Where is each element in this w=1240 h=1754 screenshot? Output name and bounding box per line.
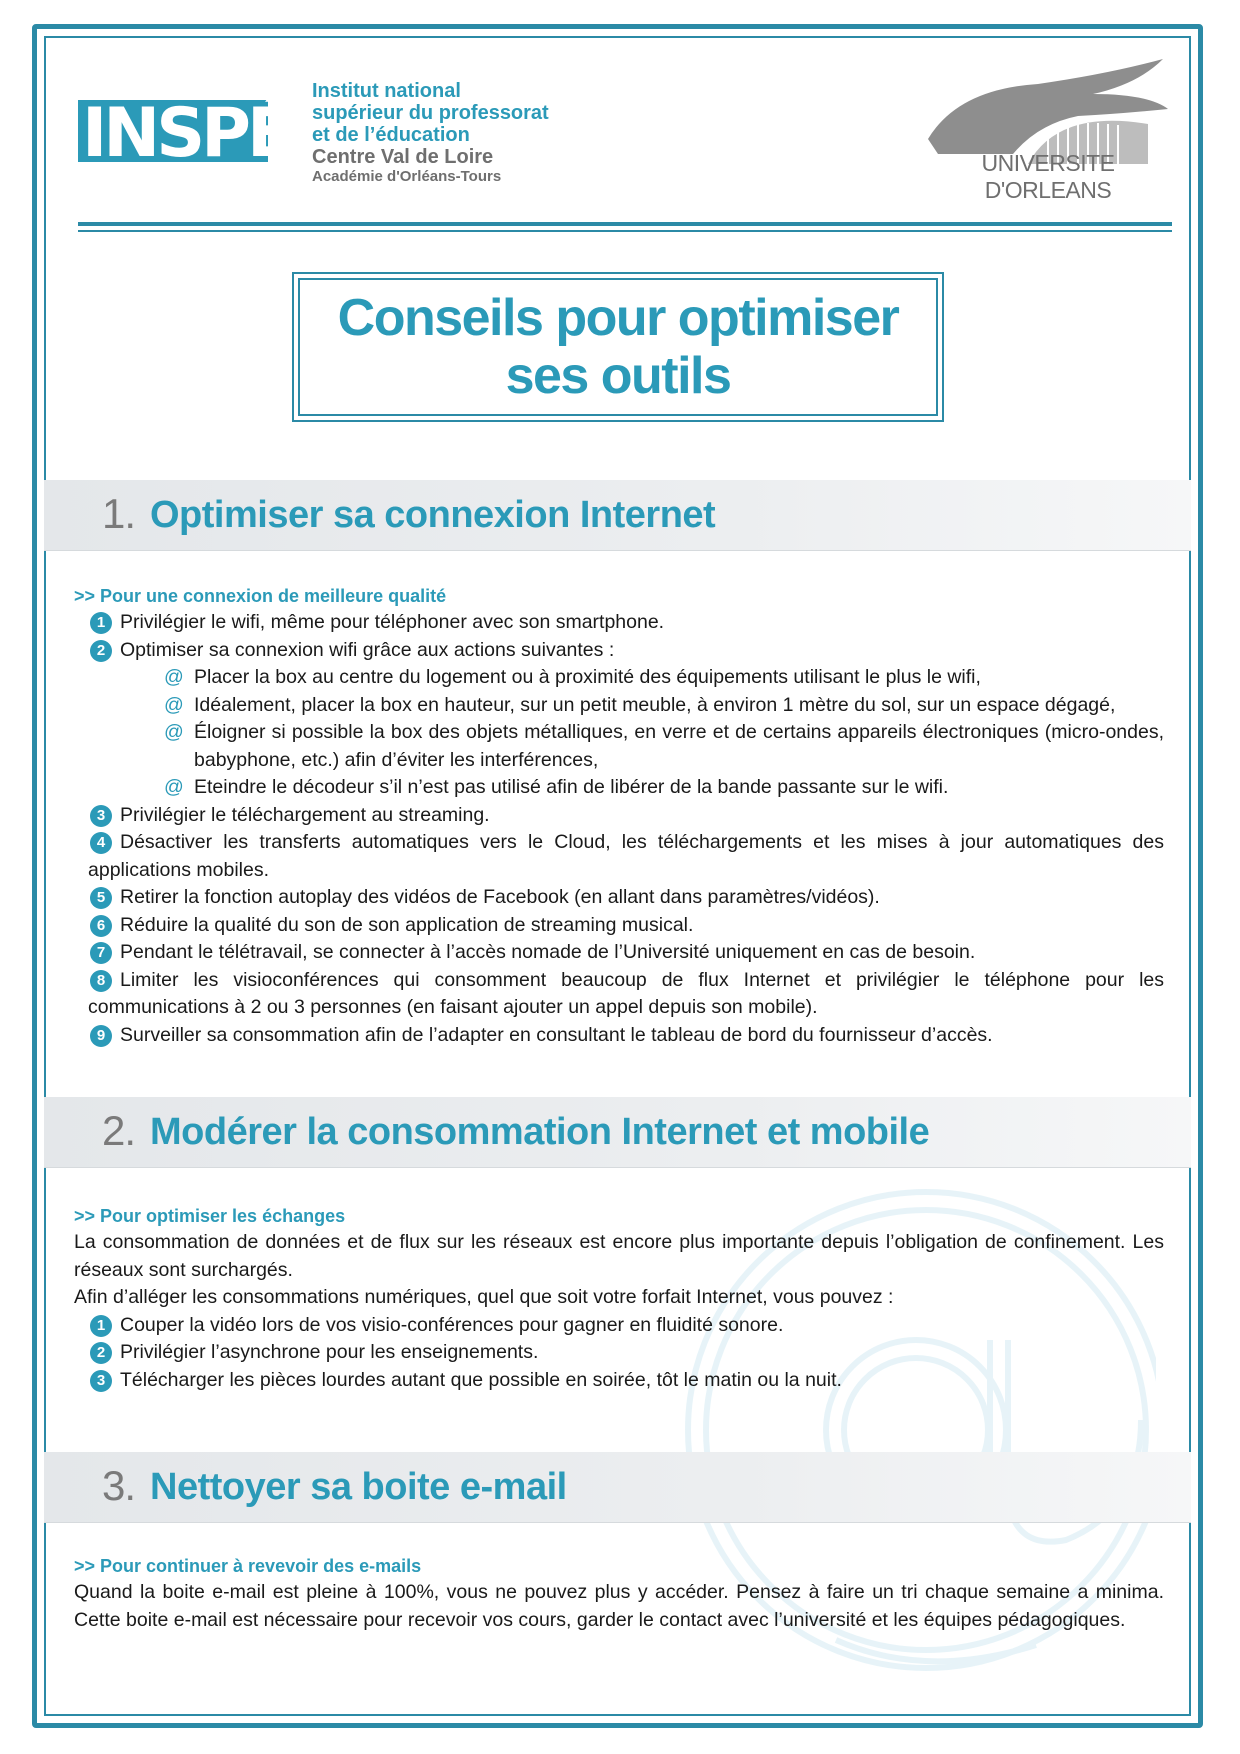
inspe-line-1: Institut national <box>312 80 461 102</box>
university-name: UNIVERSITE D'ORLEANS <box>981 150 1115 203</box>
section-2-title: Modérer la consommation Internet et mobile <box>150 1111 930 1153</box>
section-1-title: Optimiser sa connexion Internet <box>150 494 716 536</box>
inspe-line-4: Centre Val de Loire <box>312 146 494 168</box>
inspe-line-3: et de l’éducation <box>312 124 470 146</box>
section-1-number: 1. <box>102 490 136 537</box>
number-badge: 4 <box>90 832 112 854</box>
number-badge: 1 <box>90 1315 112 1337</box>
paragraph: Quand la boite e-mail est pleine à 100%, vous ne pouvez plus y accéder. Pensez à faire un tri chaque semaine a minima. Cette boite e-mail est nécessaire pour recevoir vos cours, garder le contact avec l’université et les équipes pédagogiques. <box>74 1581 1164 1631</box>
section-1-subheading: >> Pour une connexion de meilleure qualité <box>74 586 447 606</box>
list-item <box>74 1367 1164 1395</box>
list-item-text: Optimiser sa connexion wifi grâce aux actions suivantes : <box>120 638 615 661</box>
list-item <box>74 912 1164 940</box>
page-title: Conseils pour optimiser ses outils <box>337 289 899 405</box>
number-badge: 6 <box>90 915 112 937</box>
inspe-institution-name <box>312 80 549 186</box>
inspe-logo <box>78 80 598 185</box>
list-item <box>74 967 1164 1022</box>
number-badge: 5 <box>90 887 112 909</box>
list-item-text: Limiter les visioconférences qui consomment beaucoup de flux Internet et privilégier le téléphone pour les communications à 2 ou 3 personnes (en faisant ajouter un appel depuis son mobile). <box>88 968 1164 1018</box>
at-bullet-icon: @ <box>164 721 184 743</box>
inspe-mark-text: INSPÉ <box>82 94 290 173</box>
list-item-text: Privilégier le wifi, même pour téléphoner avec son smartphone. <box>120 611 665 633</box>
inspe-line-2: supérieur du professorat <box>312 102 549 124</box>
at-bullet-icon: @ <box>164 776 184 798</box>
title-box <box>298 278 938 416</box>
section-2-subheading: >> Pour optimiser les échanges <box>74 1206 346 1226</box>
section-3-content <box>74 1553 1164 1634</box>
number-badge: 3 <box>90 805 112 827</box>
list-item-text: Privilégier le téléchargement au streaming. <box>120 803 490 826</box>
section-2-content <box>74 1203 1164 1394</box>
number-badge: 9 <box>90 1025 112 1047</box>
paragraph: La consommation de données et de flux sur les réseaux est encore plus importante depuis l’obligation de confinement. Les réseaux sont surchargés. <box>74 1231 1164 1281</box>
list-item <box>74 884 1164 912</box>
number-badge: 1 <box>90 612 112 634</box>
section-2-header <box>44 1097 1191 1168</box>
section-3-header <box>44 1452 1191 1523</box>
at-bullet-icon: @ <box>164 666 184 688</box>
list-item <box>74 802 1164 830</box>
list-item-text: Pendant le télétravail, se connecter à l’accès nomade de l’Université uniquement en cas de besoin. <box>120 941 976 963</box>
list-item-text: Retirer la fonction autoplay des vidéos de Facebook (en allant dans paramètres/vidéos). <box>120 886 880 908</box>
sub-list-item <box>74 719 1164 774</box>
list-item <box>74 939 1164 967</box>
section-2-number: 2. <box>102 1107 136 1154</box>
list-item <box>74 1339 1164 1367</box>
sub-list-item <box>74 692 1164 720</box>
number-badge: 2 <box>90 640 112 662</box>
at-bullet-icon: @ <box>164 693 184 716</box>
section-3-number: 3. <box>102 1462 136 1509</box>
list-item-text: Désactiver les transferts automatiques vers le Cloud, les téléchargements et les mises à jour automatiques des applications mobiles. <box>88 831 1164 881</box>
list-item <box>74 637 1164 665</box>
paragraph: Afin d’alléger les consommations numériques, quel que soit votre forfait Internet, vous pouvez : <box>74 1286 894 1308</box>
number-badge: 8 <box>90 970 112 992</box>
number-badge: 7 <box>90 942 112 964</box>
number-badge: 2 <box>90 1342 112 1364</box>
sub-list-item-text: Placer la box au centre du logement ou à proximité des équipements utilisant le plus le wifi, <box>194 666 981 688</box>
number-badge: 3 <box>90 1370 112 1392</box>
list-item-text: Réduire la qualité du son de son application de streaming musical. <box>120 913 694 936</box>
inspe-line-5: Académie d'Orléans-Tours <box>312 168 502 185</box>
list-item <box>74 1312 1164 1340</box>
sub-list-item <box>74 774 1164 802</box>
sub-list-item-text: Idéalement, placer la box en hauteur, sur un petit meuble, à environ 1 mètre du sol, sur un espace dégagé, <box>194 693 1116 716</box>
list-item <box>74 1022 1164 1050</box>
header-divider <box>78 222 1172 226</box>
sub-list-item <box>74 664 1164 692</box>
list-item <box>74 829 1164 884</box>
list-item-text: Surveiller sa consommation afin de l’adapter en consultant le tableau de bord du fournisseur d’accès. <box>120 1023 993 1046</box>
sub-list-item-text: Éloigner si possible la box des objets métalliques, en verre et de certains appareils électroniques (micro-ondes, babyphone, etc.) afin d’éviter les interférences, <box>194 721 1164 771</box>
section-1-content <box>74 583 1164 1049</box>
section-3-subheading: >> Pour continuer à revevoir des e-mails <box>74 1556 422 1576</box>
section-3-title: Nettoyer sa boite e-mail <box>150 1466 567 1508</box>
sub-list-item-text: Eteindre le décodeur s’il n’est pas utilisé afin de libérer de la bande passante sur le wifi. <box>194 776 949 798</box>
section-1-header <box>44 480 1191 551</box>
list-item-text: Couper la vidéo lors de vos visio-conférences pour gagner en fluidité sonore. <box>120 1313 784 1336</box>
list-item-text: Télécharger les pièces lourdes autant que possible en soirée, tôt le matin ou la nuit. <box>120 1368 842 1391</box>
inspe-mark-icon <box>78 80 308 180</box>
universite-orleans-logo <box>918 54 1178 204</box>
list-item-text: Privilégier l’asynchrone pour les enseignements. <box>120 1341 539 1363</box>
header-divider-thin <box>78 230 1172 232</box>
list-item <box>74 609 1164 637</box>
